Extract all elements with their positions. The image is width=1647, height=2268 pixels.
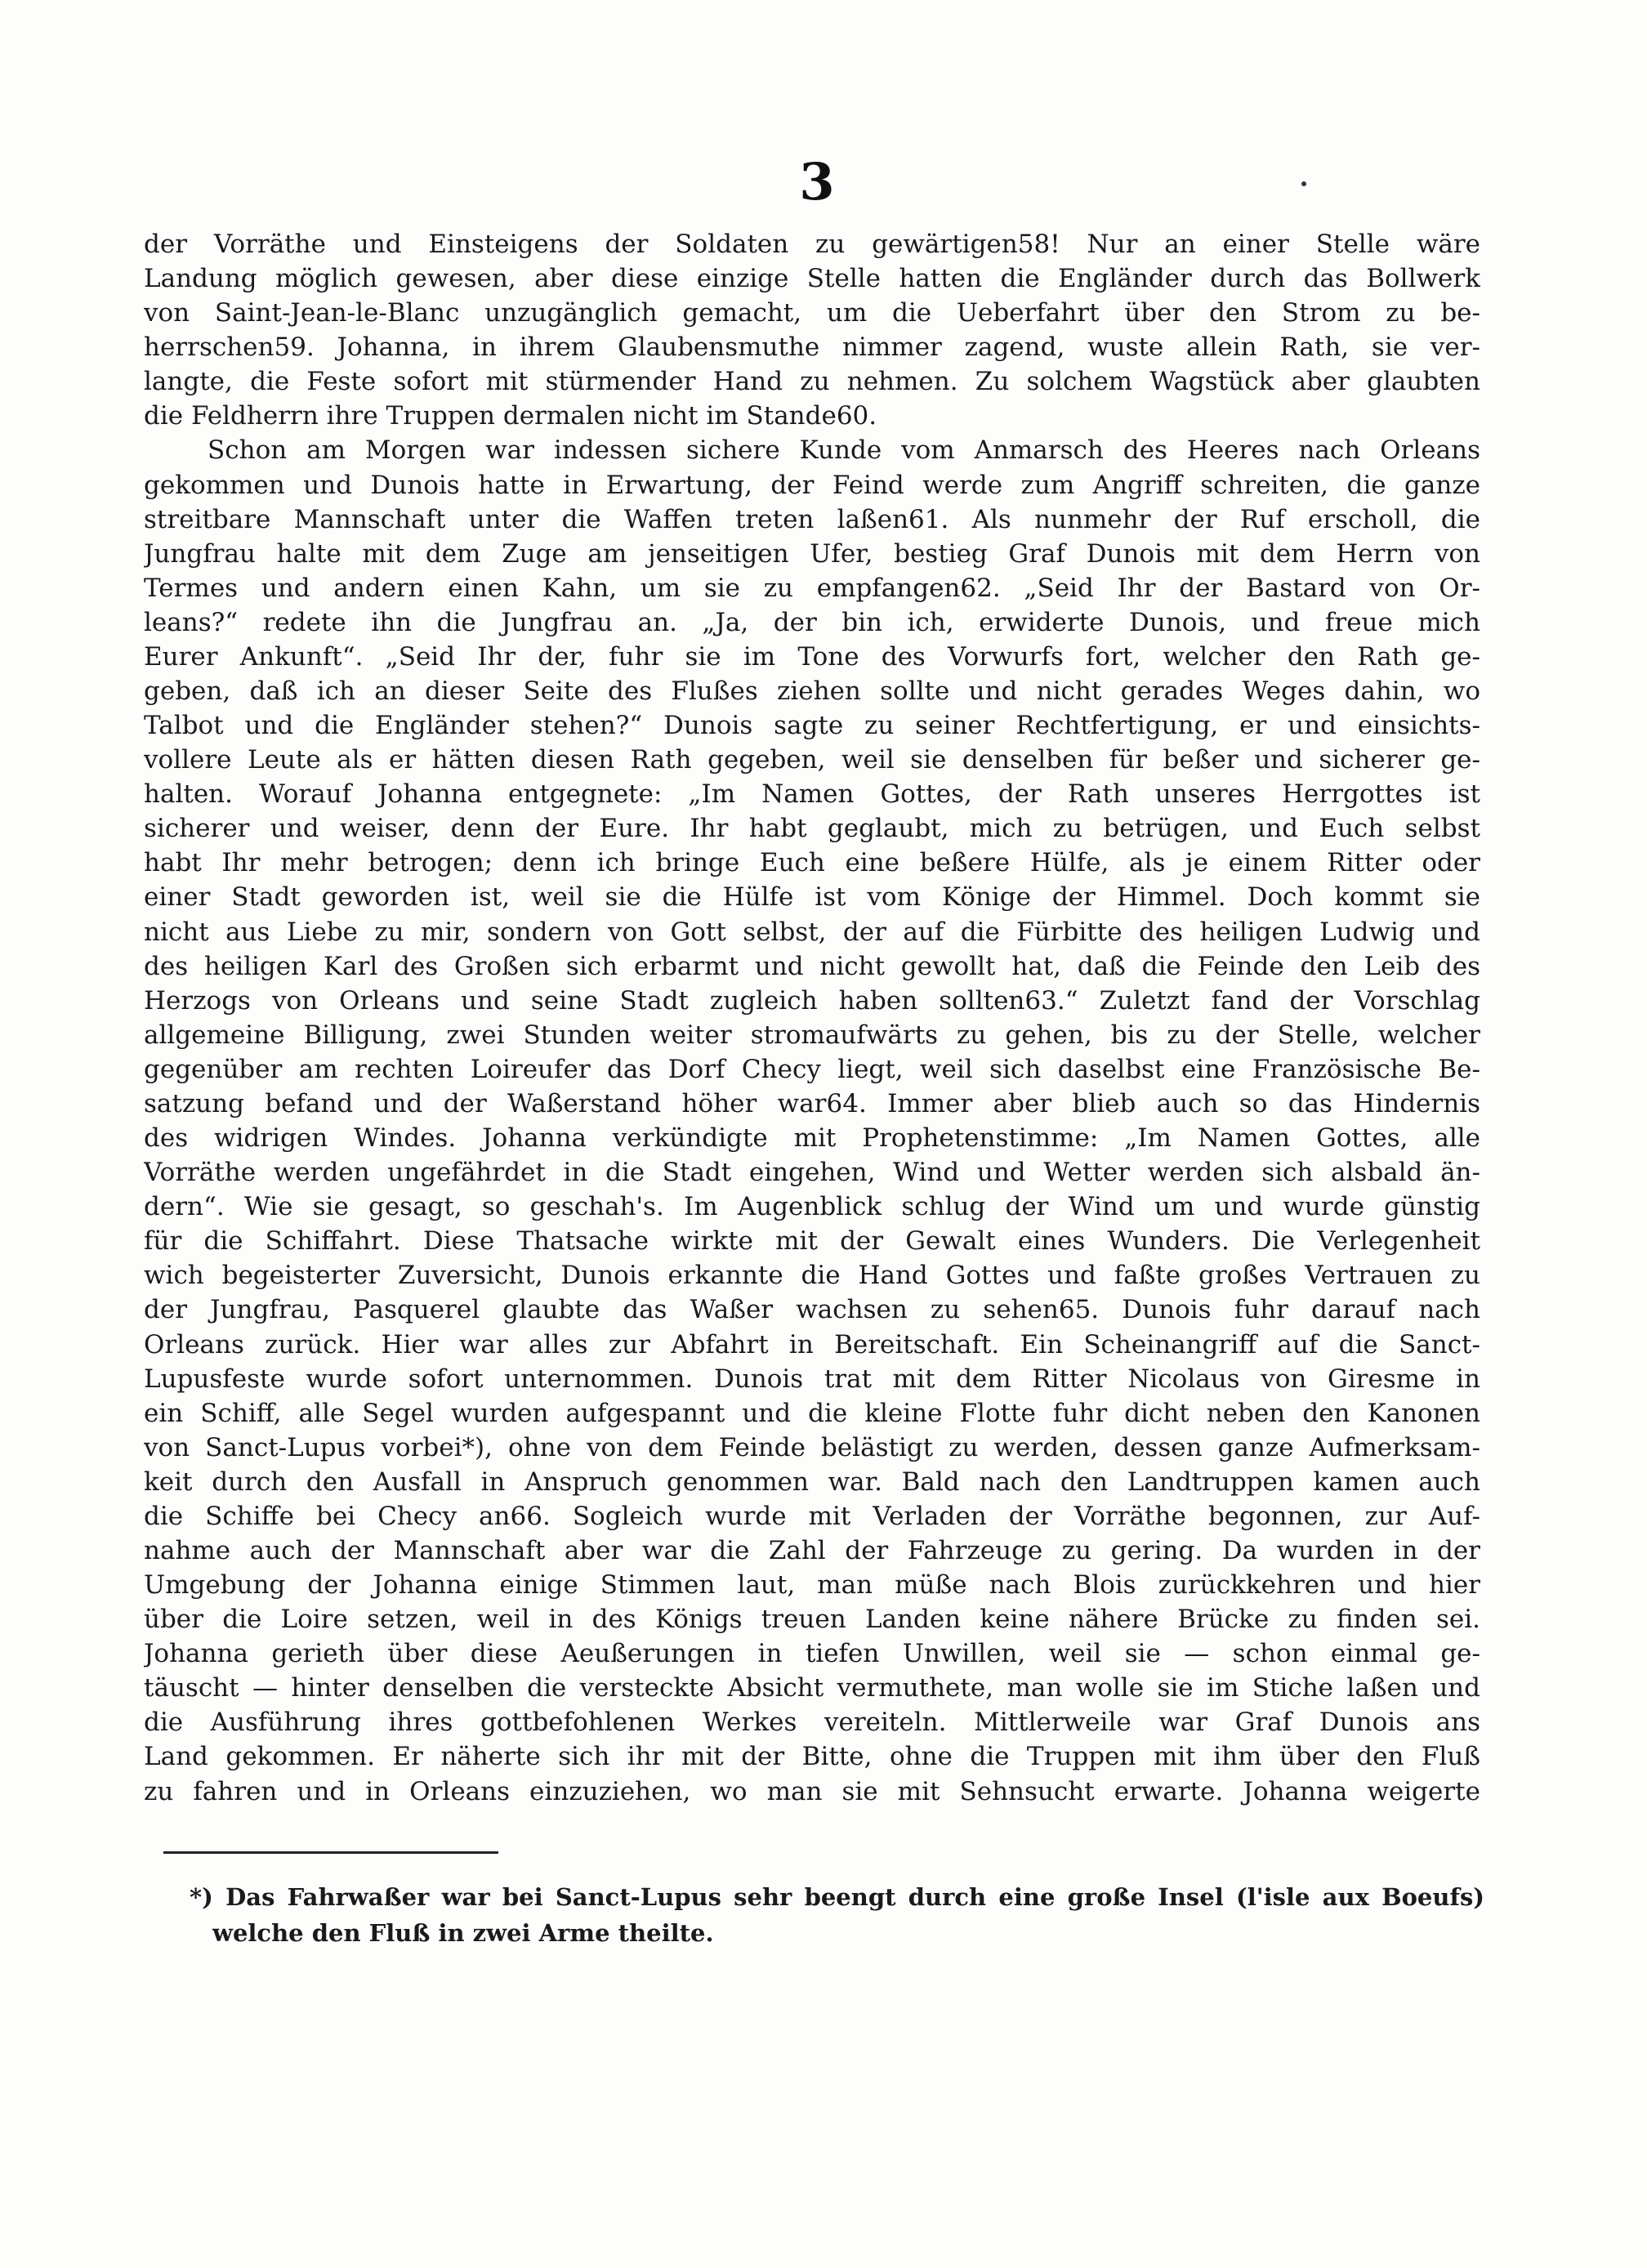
text-line: von Saint-Jean-le-Blanc unzugänglich gemacht, um die Ueberfahrt über den Strom zu be- [144, 298, 1480, 328]
text-line: Lupusfeste wurde sofort unternommen. Dunois trat mit dem Ritter Nicolaus von Giresme in [144, 1364, 1480, 1394]
text-line: dern“. Wie sie gesagt, so geschah's. Im Augenblick schlug der Wind um und wurde günstig [144, 1192, 1480, 1222]
text-line: des widrigen Windes. Johanna verkündigte mit Prophetenstimme: „Im Namen Gottes, alle [144, 1123, 1480, 1154]
footnote [190, 1879, 1484, 1951]
text-line: Termes und andern einen Kahn, um sie zu empfangen62. „Seid Ihr der Bastard von Or- [144, 573, 1480, 603]
text-line: Herzogs von Orleans und seine Stadt zugleich haben sollten63.“ Zuletzt fand der Vorschlag [144, 985, 1480, 1016]
text-line: gekommen und Dunois hatte in Erwartung, der Feind werde zum Angriff schreiten, die ganze [144, 470, 1480, 500]
text-line: Umgebung der Johanna einige Stimmen laut, man müße nach Blois zurückkehren und hier [144, 1570, 1480, 1601]
text-line: von Sanct-Lupus vorbei*), ohne von dem Feinde belästigt zu werden, dessen ganze Aufmerksam- [144, 1432, 1480, 1462]
text-line: Talbot und die Engländer stehen?“ Dunois sagte zu seiner Rechtfertigung, er und einsichts- [144, 711, 1480, 741]
footnote-line: welche den Fluß in zwei Arme theilte. [212, 1919, 714, 1947]
text-line: sicherer und weiser, denn der Eure. Ihr habt geglaubt, mich zu betrügen, und Euch selbst [144, 814, 1480, 844]
text-line: vollere Leute als er hätten diesen Rath gegeben, weil sie denselben für beßer und sicherer ge- [144, 745, 1480, 775]
text-line [144, 1809, 1480, 1843]
page-number: 3 [799, 152, 835, 212]
text-line: die Schiffe bei Checy an66. Sogleich wurde mit Verladen der Vorräthe begonnen, zur Auf- [144, 1501, 1480, 1531]
text-line: langte, die Feste sofort mit stürmender Hand zu nehmen. Zu solchem Wagstück aber glaubten [144, 367, 1480, 397]
body-text [144, 227, 1480, 1843]
text-line: Johanna gerieth über diese Aeußerungen in tiefen Unwillen, weil sie — schon einmal ge- [144, 1639, 1480, 1669]
text-line: über die Loire setzen, weil in des Königs treuen Landen keine nähere Brücke zu finden sei. [144, 1605, 1480, 1635]
text-line: geben, daß ich an dieser Seite des Flußes ziehen sollte und nicht gerades Weges dahin, wo [144, 676, 1480, 707]
footnote-line: *) Das Fahrwaßer war bei Sanct-Lupus sehr beengt durch eine große Insel (l'isle aux Boeufs) [190, 1883, 1484, 1911]
text-line: zu fahren und in Orleans einzuziehen, wo man sie mit Sehnsucht erwarte. Johanna weigerte [144, 1776, 1480, 1806]
text-line: ein Schiff, alle Segel wurden aufgespannt und die kleine Flotte fuhr dicht neben den Kanonen [144, 1398, 1480, 1428]
text-line: der Vorräthe und Einsteigens der Soldaten zu gewärtigen58! Nur an einer Stelle wäre [144, 230, 1480, 259]
text-line: der Jungfrau, Pasquerel glaubte das Waßer wachsen zu sehen65. Dunois fuhr darauf nach [144, 1295, 1480, 1325]
footnote-divider [163, 1851, 498, 1854]
text-line: satzung befand und der Waßerstand höher war64. Immer aber blieb auch so das Hindernis [144, 1088, 1480, 1118]
text-line: allgemeine Billigung, zwei Stunden weiter stromaufwärts zu gehen, bis zu der Stelle, welcher [144, 1020, 1480, 1050]
text-line: Land gekommen. Er näherte sich ihr mit der Bitte, ohne die Truppen mit ihm über den Fluß [144, 1742, 1480, 1772]
text-line: Orleans zurück. Hier war alles zur Abfahrt in Bereitschaft. Ein Scheinangriff auf die Sanct- [144, 1329, 1480, 1359]
text-line: keit durch den Ausfall in Anspruch genommen war. Bald nach den Landtruppen kamen auch [144, 1467, 1480, 1497]
text-line: wich begeisterter Zuversicht, Dunois erkannte die Hand Gottes und faßte großes Vertrauen zu [144, 1261, 1480, 1291]
text-line: Schon am Morgen war indessen sichere Kunde vom Anmarsch des Heeres nach Orleans [208, 435, 1480, 466]
text-line: für die Schiffahrt. Diese Thatsache wirkte mit der Gewalt eines Wunders. Die Verlegenheit [144, 1226, 1480, 1257]
text-line: Eurer Ankunft“. „Seid Ihr der, fuhr sie im Tone des Vorwurfs fort, welcher den Rath ge- [144, 641, 1480, 672]
text-line: halten. Worauf Johanna entgegnete: „Im Namen Gottes, der Rath unseres Herrgottes ist [144, 779, 1480, 810]
text-line: täuscht — hinter denselben die versteckte Absicht vermuthete, man wolle sie im Stiche laßen und [144, 1673, 1480, 1703]
text-line: die Ausführung ihres gottbefohlenen Werkes vereiteln. Mittlerweile war Graf Dunois ans [144, 1708, 1480, 1738]
text-line: nicht aus Liebe zu mir, sondern von Gott selbst, der auf die Fürbitte des heiligen Ludwig und [144, 917, 1480, 947]
text-line: die Feldherrn ihre Truppen dermalen nicht im Stande60. [144, 401, 877, 431]
text-line: herrschen59. Johanna, in ihrem Glaubensmuthe nimmer zagend, wuste allein Rath, sie ver- [144, 333, 1480, 363]
text-line: Jungfrau halte mit dem Zuge am jenseitigen Ufer, bestieg Graf Dunois mit dem Herrn von [144, 538, 1480, 569]
text-line: habt Ihr mehr betrogen; denn ich bringe Euch eine beßere Hülfe, als je einem Ritter oder [144, 848, 1480, 878]
text-line: Vorräthe werden ungefährdet in die Stadt eingehen, Wind und Wetter werden sich alsbald än- [144, 1158, 1480, 1188]
text-line: nahme auch der Mannschaft aber war die Zahl der Fahrzeuge zu gering. Da wurden in der [144, 1535, 1480, 1565]
print-speck [1301, 181, 1306, 186]
text-line: leans?“ redete ihn die Jungfrau an. „Ja, der bin ich, erwiderte Dunois, und freue mich [144, 607, 1480, 637]
text-line: gegenüber am rechten Loireufer das Dorf Checy liegt, weil sich daselbst eine Französische Be- [144, 1054, 1480, 1084]
text-line: einer Stadt geworden ist, weil sie die Hülfe ist vom Könige der Himmel. Doch kommt sie [144, 882, 1480, 913]
text-line: Landung möglich gewesen, aber diese einzige Stelle hatten die Engländer durch das Bollwerk [144, 264, 1480, 294]
text-line: streitbare Mannschaft unter die Waffen treten laßen61. Als nunmehr der Ruf erscholl, die [144, 504, 1480, 534]
text-line: des heiligen Karl des Großen sich erbarmt und nicht gewollt hat, daß die Feinde den Leib des [144, 951, 1480, 981]
